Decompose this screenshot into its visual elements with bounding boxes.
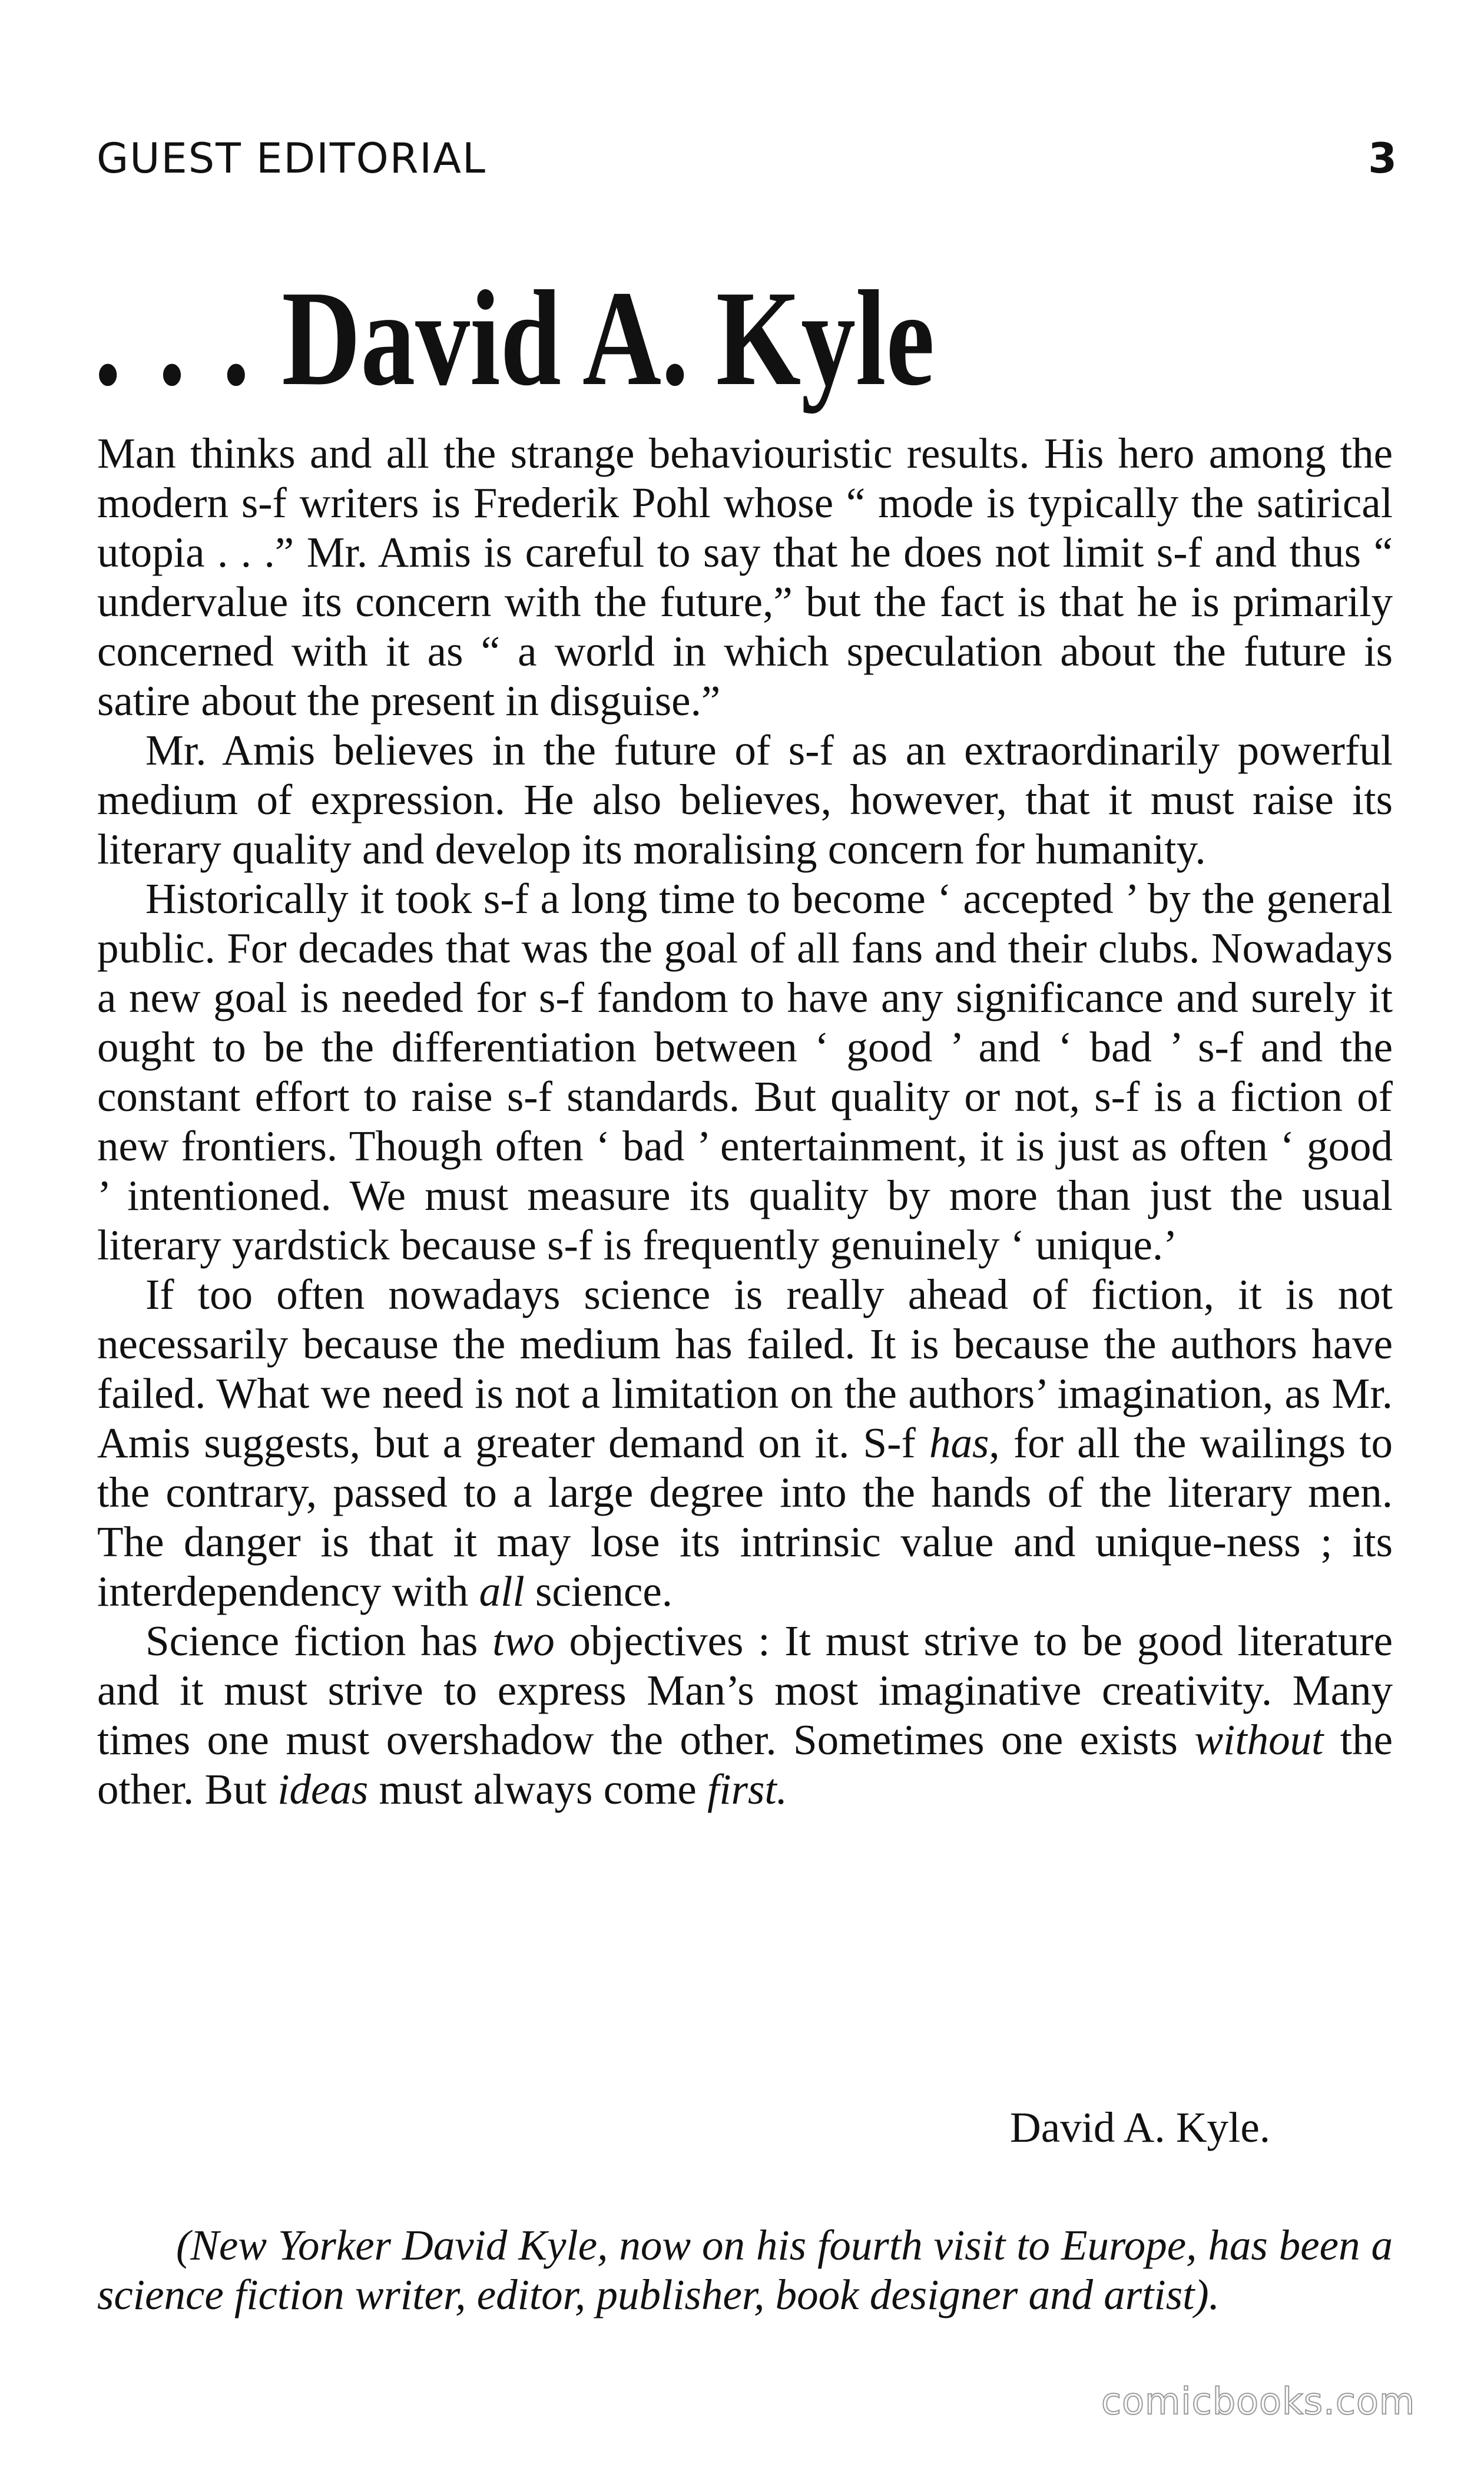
emphasis-text: without xyxy=(1194,1716,1324,1764)
author-name-heading: David A. Kyle xyxy=(281,263,935,414)
emphasis-text: all xyxy=(479,1567,525,1615)
paragraph-text: , for all the wailings to the contrary, passed to a large degree into the hands of the literary men. The danger is that it may lose its intrinsic value and unique-ness ; its interdependency with xyxy=(97,1419,1393,1615)
paragraph-text: science. xyxy=(524,1567,673,1615)
paragraph-text: Man thinks and all the strange behaviouristic results. His hero among the modern s-f writers is Frederik Pohl whose “ mode is typically the satirical utopia . . .” Mr. Amis is careful to say that he does not limit s-f and thus “ undervalue its concern with the future,” but the fact is that he is primarily concerned with it as “ a world in which speculation about the future is satire about the present in disguise.” xyxy=(97,429,1393,725)
paragraph-text: Science fiction has xyxy=(145,1617,493,1665)
author-bio-note: (New Yorker David Kyle, now on his fourth visit to Europe, has been a science fiction writer, editor, publisher, book designer and artist). xyxy=(97,2221,1393,2318)
title-ellipsis: . . . xyxy=(94,263,254,414)
paragraph xyxy=(97,726,1393,874)
emphasis-text: ideas xyxy=(277,1765,369,1813)
emphasis-text: two xyxy=(492,1617,555,1665)
article-body xyxy=(97,429,1393,1814)
site-watermark: comicbooks.com xyxy=(1101,2380,1416,2423)
paragraph-text: the other. But xyxy=(97,1716,1393,1813)
emphasis-text: first. xyxy=(707,1765,787,1813)
paragraph-text: If too often nowadays science is really ahead of fiction, it is not necessarily because the medium has failed. It is because the authors have failed. What we need is not a limitation on the authors’ imagination, as Mr. Amis suggests, but a greater demand on it. S-f xyxy=(97,1271,1393,1467)
running-header xyxy=(97,134,1398,193)
section-title: GUEST EDITORIAL xyxy=(97,134,486,183)
paragraph-text: Historically it took s-f a long time to become ‘ accepted ’ by the general public. For decades that was the goal of all fans and their clubs. Nowadays a new goal is needed for s-f fandom to have any significance and surely it ought to be the differentiation between ‘ good ’ and ‘ bad ’ s-f and the constant effort to raise s-f standards. But quality or not, s-f is a fiction of new frontiers. Though often ‘ bad ’ entertainment, it is just as often ‘ good ’ intentioned. We must measure its quality by more than just the usual literary yardstick because s-f is frequently genuinely ‘ unique.’ xyxy=(97,875,1393,1269)
paragraph xyxy=(97,429,1393,726)
author-signature: David A. Kyle. xyxy=(1010,2103,1270,2151)
paragraph-text: must always come xyxy=(368,1765,708,1813)
paragraph xyxy=(97,1270,1393,1616)
editorial-title xyxy=(94,263,935,414)
paragraph-text: Mr. Amis believes in the future of s-f as an extraordinarily powerful medium of expression. He also believes, however, that it must raise its literary quality and develop its moralising concern for humanity. xyxy=(97,726,1393,873)
page-number: 3 xyxy=(1368,134,1398,183)
paragraph xyxy=(97,874,1393,1270)
emphasis-text: has xyxy=(929,1419,989,1467)
paragraph xyxy=(97,1616,1393,1814)
paragraph-text: objectives : It must strive to be good literature and it must strive to express Man’s most imaginative creativity. Many times one must overshadow the other. Sometimes one exists xyxy=(97,1617,1393,1764)
